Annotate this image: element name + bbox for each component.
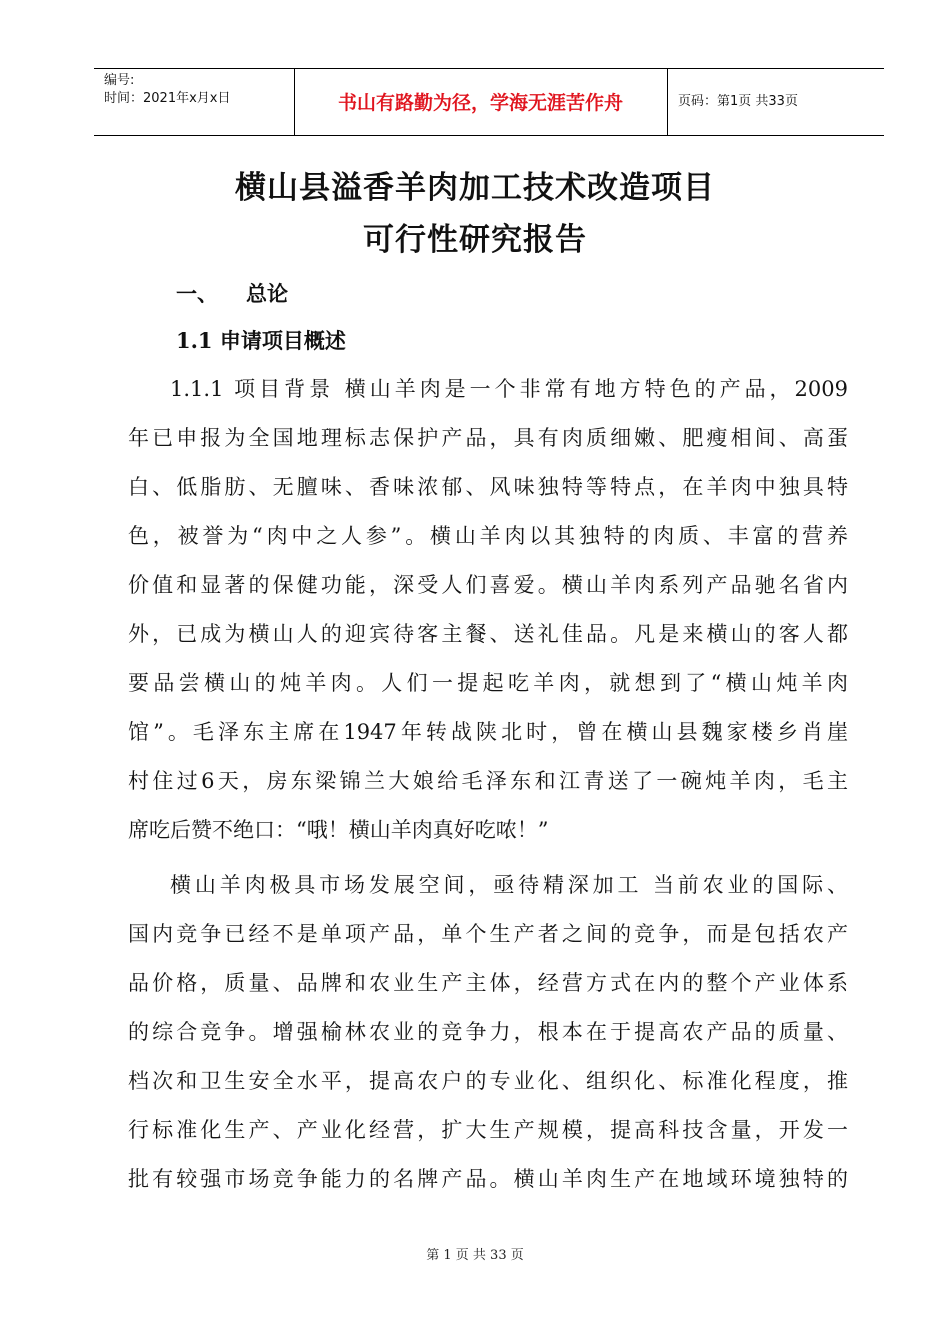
- paragraph-line: 白、低脂肪、无膻味、香味浓郁、风味独特等特点，在羊肉中独具特: [128, 475, 848, 499]
- paragraph-market: [128, 869, 848, 1212]
- header-meta-cell: [94, 69, 295, 135]
- paragraph-background: [128, 373, 848, 863]
- paragraph-line: 席吃后赞不绝口：“哦！横山羊肉真好吃哝！”: [128, 818, 549, 842]
- section-title: 总论: [246, 281, 288, 306]
- paragraph-line: 品价格，质量、品牌和农业生产主体，经营方式在内的整个产业体系: [128, 971, 848, 995]
- paragraph-line: 馆”。毛泽东主席在1947年转战陕北时，曾在横山县魏家楼乡肖崖: [128, 720, 848, 744]
- document-title-line1: 横山县溢香羊肉加工技术改造项目: [235, 170, 715, 206]
- header-motto-cell: [294, 69, 668, 135]
- paragraph-line: 外，已成为横山人的迎宾待客主餐、送礼佳品。凡是来横山的客人都: [128, 622, 848, 646]
- paragraph-line: 的综合竞争。增强榆林农业的竞争力，根本在于提高农产品的质量、: [128, 1020, 848, 1044]
- header-motto: 书山有路勤为径，学海无涯苦作舟: [337, 92, 623, 114]
- paragraph-line: 档次和卫生安全水平，提高农户的专业化、组织化、标准化程度，推: [128, 1069, 848, 1093]
- document-time-label: 时间：2021年x月x日: [104, 91, 231, 106]
- paragraph-line: 批有较强市场竞争能力的名牌产品。横山羊肉生产在地域环境独特的: [128, 1167, 848, 1191]
- document-number-label: 编号:: [104, 73, 135, 88]
- section-heading: [176, 280, 288, 308]
- document-title-line2: 可行性研究报告: [363, 222, 587, 258]
- paragraph-line: 价值和显著的保健功能，深受人们喜爱。横山羊肉系列产品驰名省内: [128, 573, 848, 597]
- paragraph-line: 年已申报为全国地理标志保护产品，具有肉质细嫩、肥瘦相间、高蛋: [128, 426, 848, 450]
- section-number: 一、: [176, 281, 218, 306]
- page-footer: 第 1 页 共 33 页: [426, 1248, 524, 1263]
- paragraph-line: 横山羊肉极具市场发展空间，亟待精深加工 当前农业的国际、: [170, 873, 848, 897]
- paragraph-line: 要品尝横山的炖羊肉。人们一提起吃羊肉，就想到了“横山炖羊肉: [128, 671, 848, 695]
- subsection-heading: 1.1 申请项目概述: [176, 328, 346, 353]
- paragraph-line: 1.1.1 项目背景 横山羊肉是一个非常有地方特色的产品，2009: [170, 377, 848, 401]
- header-page-cell: [668, 69, 884, 135]
- paragraph-line: 村住过6天，房东梁锦兰大娘给毛泽东和江青送了一碗炖羊肉，毛主: [128, 769, 848, 793]
- paragraph-line: 行标准化生产、产业化经营，扩大生产规模，提高科技含量，开发一: [128, 1118, 848, 1142]
- paragraph-line: 国内竞争已经不是单项产品，单个生产者之间的竞争，而是包括农产: [128, 922, 848, 946]
- paragraph-line: 色，被誉为“肉中之人参”。横山羊肉以其独特的肉质、丰富的营养: [128, 524, 848, 548]
- header-page-code: 页码：第1页 共33页: [678, 94, 798, 109]
- page-header: [94, 68, 884, 136]
